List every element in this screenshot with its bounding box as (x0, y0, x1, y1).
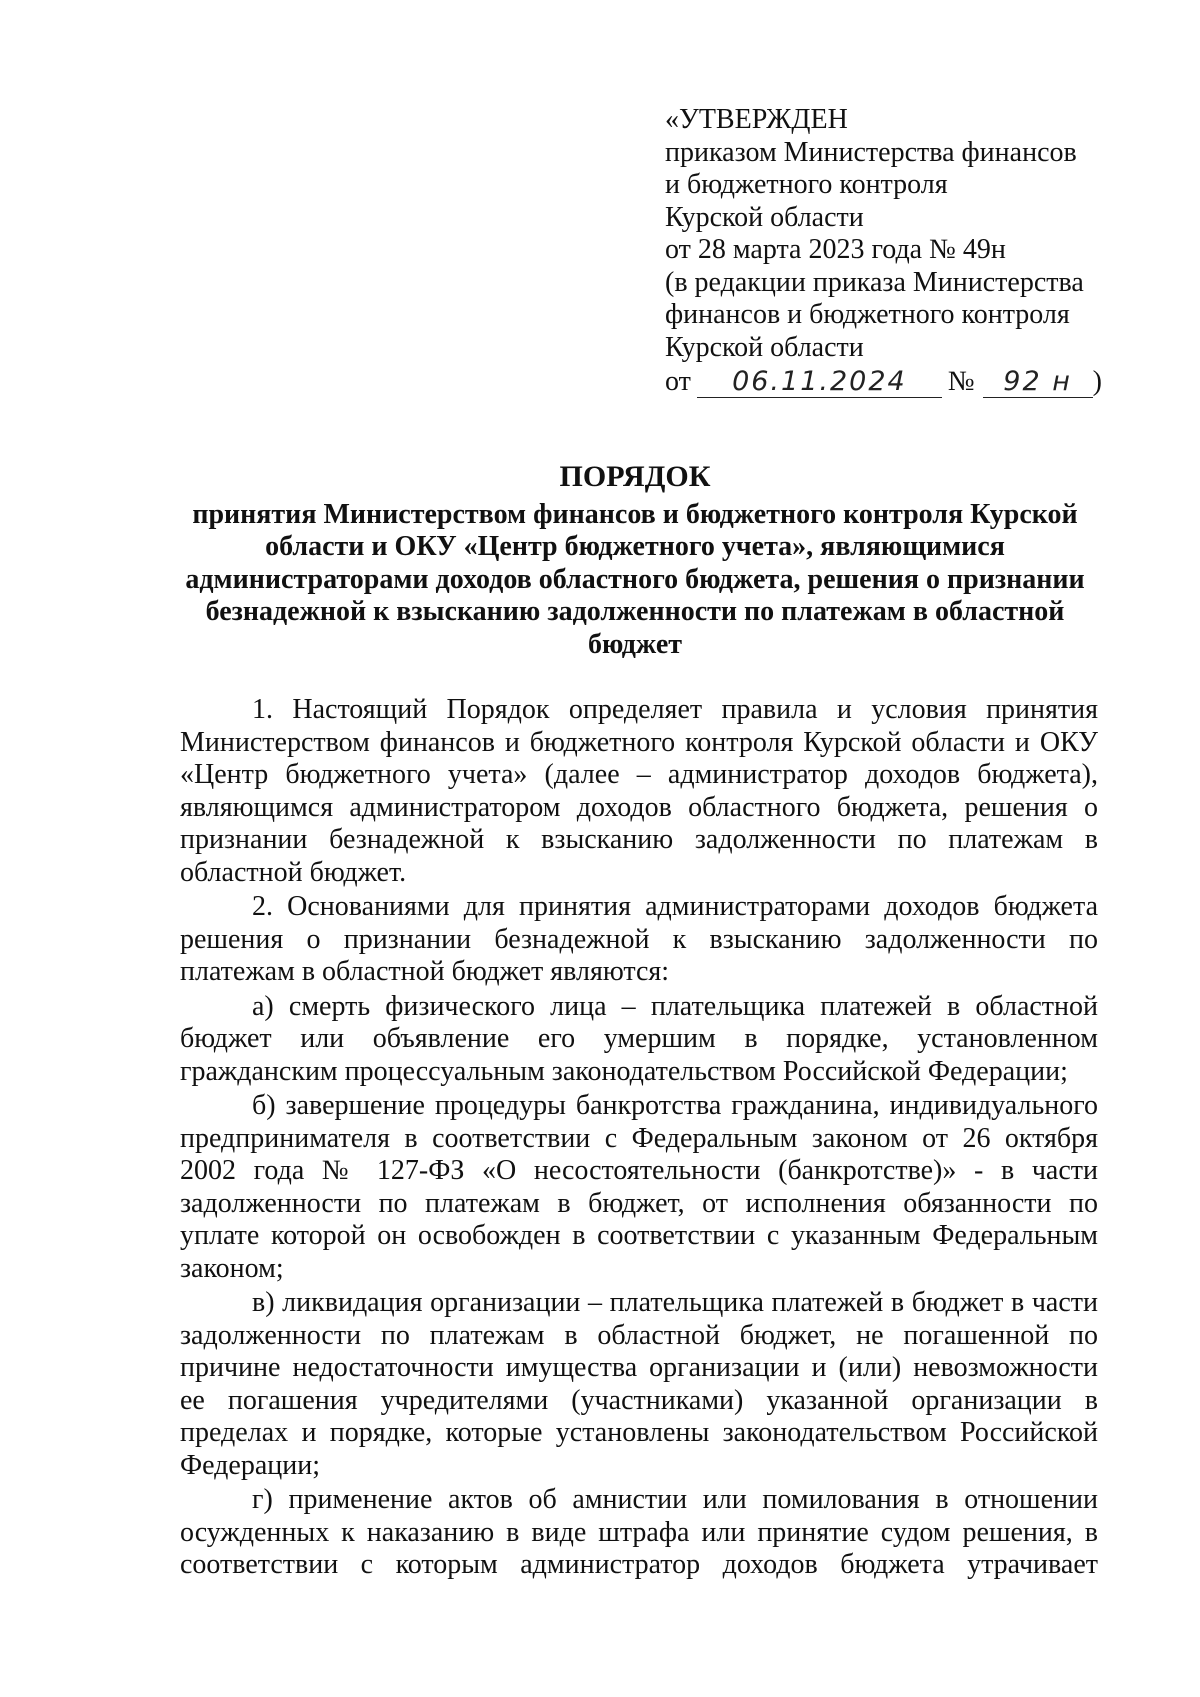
number-label: № (947, 365, 975, 397)
paragraph-2: 2. Основаниями для принятия администраторами доходов бюджета решения о признании безнадежной к взысканию задолженности по платежам в областной бюджет являются: (180, 891, 1098, 987)
document-body (180, 694, 1098, 1584)
title-line: безнадежной к взысканию задолженности по платежам в областной (205, 596, 1065, 627)
amendment-date-line (665, 364, 1105, 398)
approval-line: «УТВЕРЖДЕН (665, 104, 848, 135)
title-main: ПОРЯДОК (559, 460, 711, 493)
document-title (170, 461, 1100, 661)
closing-paren: ) (1092, 365, 1102, 397)
paragraph-1: 1. Настоящий Порядок определяет правила и условия принятия Министерством финансов и бюджетного контроля Курской области и ОКУ «Центр бюджетного учета» (далее – администратор доходов бюджета), являющимся администратором доходов областного бюджета, решения о признании безнадежной к взысканию задолженности по платежам в областной бюджет. (180, 694, 1098, 888)
paragraph-2b: б) завершение процедуры банкротства гражданина, индивидуального предпринимателя в соответствии с Федеральным законом от 26 октября 2002 года № 127-ФЗ «О несостоятельности (банкротстве)» - в части задолженности по платежам в бюджет, от исполнения обязанности по уплате которой он освобожден в соответствии с указанным Федеральным законом; (180, 1090, 1098, 1284)
title-line: бюджет (587, 628, 683, 660)
approval-line: финансов и бюджетного контроля (665, 299, 1070, 330)
approval-line: от 28 марта 2023 года № 49н (665, 234, 1006, 265)
handwritten-date: 06.11.2024 (697, 367, 942, 398)
approval-line: приказом Министерства финансов (665, 136, 1077, 168)
approval-line: (в редакции приказа Министерства (665, 266, 1084, 298)
approval-line: Курской области (665, 201, 864, 233)
title-line: принятия Министерством финансов и бюджетного контроля Курской (192, 498, 1078, 530)
handwritten-number: 92 н (983, 367, 1093, 398)
paragraph-2a: а) смерть физического лица – плательщика платежей в областной бюджет или объявление его умершим в порядке, установленном гражданским процессуальным законодательством Российской Федерации; (180, 990, 1098, 1087)
paragraph-2d: г) применение актов об амнистии или помилования в отношении осужденных к наказанию в виде штрафа или принятие судом решения, в соответствии с которым администратор доходов бюджета утрачивает (180, 1484, 1098, 1580)
approval-line: и бюджетного контроля (665, 169, 948, 200)
title-line: администраторами доходов областного бюджета, решения о признании (185, 563, 1085, 595)
approval-stamp-block (665, 104, 1105, 398)
approval-line: Курской области (665, 331, 864, 363)
from-label: от (665, 365, 691, 397)
title-line: области и ОКУ «Центр бюджетного учета», являющимися (265, 531, 1005, 562)
paragraph-2c: в) ликвидация организации – плательщика платежей в бюджет в части задолженности по платежам в областной бюджет, не погашенной по причине недостаточности имущества организации и (или) невозможности ее погашения учредителями (участниками) указанной организации в пределах и порядке, которые установлены законодательством Российской Федерации; (180, 1287, 1098, 1481)
